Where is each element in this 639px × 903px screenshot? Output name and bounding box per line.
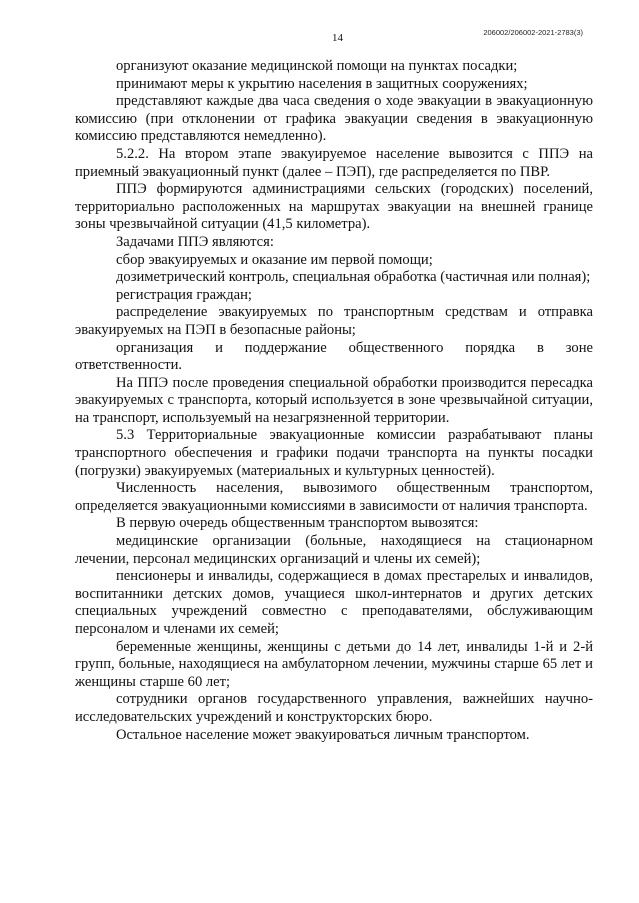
- paragraph: сотрудники органов государственного управления, важнейших научно-исследовательских учреждений и конструкторских бюро.: [75, 691, 593, 725]
- paragraph: 5.3 Территориальные эвакуационные комиссии разрабатывают планы транспортного обеспечения и графики подачи транспорта на пункты посадки (погрузки) эвакуируемых (материальных и культурных ценностей).: [75, 427, 593, 479]
- paragraph: ППЭ формируются администрациями сельских (городских) поселений, территориально расположенных на маршрутах эвакуации на внешней границе зоны чрезвычайной ситуации (41,5 километра).: [75, 181, 593, 233]
- paragraph: На ППЭ после проведения специальной обработки производится пересадка эвакуируемых с транспорта, который используется в зоне чрезвычайной ситуации, на транспорт, используемый на незагрязненной территории.: [75, 374, 593, 426]
- paragraph: сбор эвакуируемых и оказание им первой помощи;: [116, 251, 433, 268]
- paragraph: распределение эвакуируемых по транспортным средствам и отправка эвакуируемых на ПЭП в безопасные районы;: [75, 304, 593, 338]
- paragraph: Остальное население может эвакуироваться личным транспортом.: [116, 726, 530, 743]
- paragraph: Численность населения, вывозимого общественным транспортом, определяется эвакуационными комиссиями в зависимости от наличия транспорта.: [75, 480, 593, 514]
- paragraph: 5.2.2. На втором этапе эвакуируемое население вывозится с ППЭ на приемный эвакуационный пункт (далее – ПЭП), где распределяется по ПВР.: [75, 145, 593, 180]
- paragraph: Задачами ППЭ являются:: [116, 233, 274, 250]
- paragraph: В первую очередь общественным транспортом вывозятся:: [116, 515, 479, 532]
- paragraph: беременные женщины, женщины с детьми до 14 лет, инвалиды 1-й и 2-й групп, больные, находящиеся на амбулаторном лечении, мужчины старше 65 лет и женщины старше 60 лет;: [75, 638, 593, 690]
- document-id: 206002/206002-2021-2783(3): [483, 28, 583, 37]
- paragraph: медицинские организации (больные, находящиеся на стационарном лечении, персонал медицинских организаций и члены их семей);: [75, 533, 593, 567]
- paragraph: организация и поддержание общественного порядка в зоне ответственности.: [75, 339, 593, 374]
- paragraph: принимают меры к укрытию населения в защитных сооружениях;: [116, 75, 528, 92]
- document-body: [75, 58, 593, 744]
- page-number: 14: [332, 32, 343, 44]
- paragraph: регистрация граждан;: [116, 286, 252, 303]
- paragraph: пенсионеры и инвалиды, содержащиеся в домах престарелых и инвалидов, воспитанники детских домов, учащиеся школ-интернатов и других детских специальных учреждений совместно с преподавателями, обслуживающим персоналом и членами их семей;: [75, 568, 593, 637]
- paragraph: организуют оказание медицинской помощи на пунктах посадки;: [116, 58, 518, 74]
- paragraph: представляют каждые два часа сведения о ходе эвакуации в эвакуационную комиссию (при отклонении от графика эвакуации сведения в эвакуационную комиссию представляются немедленно).: [75, 93, 593, 145]
- paragraph: дозиметрический контроль, специальная обработка (частичная или полная);: [116, 269, 591, 286]
